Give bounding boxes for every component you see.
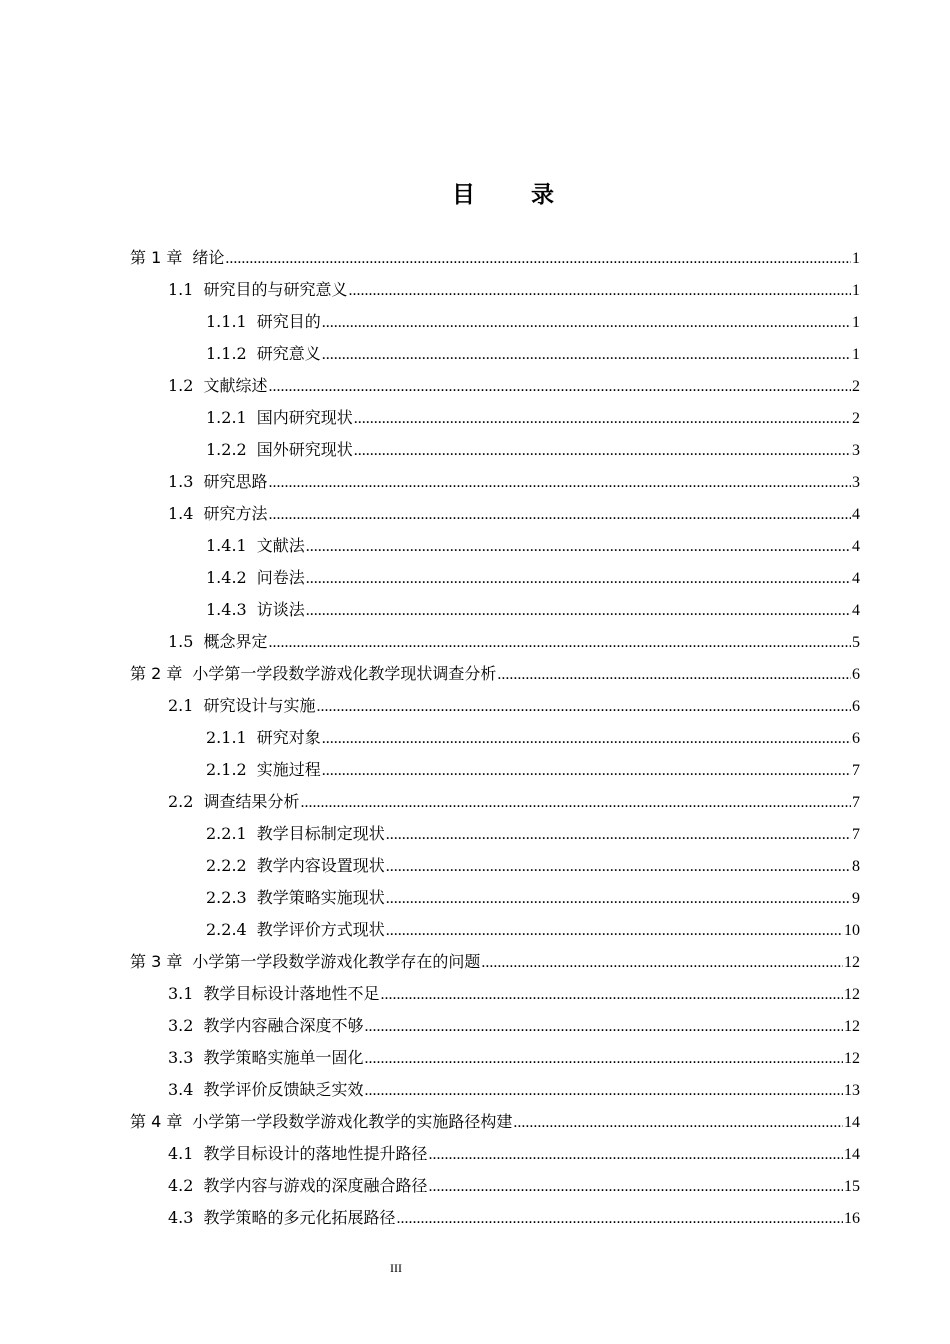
toc-entry-page: 12	[844, 1050, 860, 1067]
toc-section-entry[interactable]	[130, 274, 860, 306]
dot-leader	[364, 1043, 843, 1075]
toc-entry-page: 7	[852, 826, 860, 843]
toc-entry-number: 4.3	[168, 1208, 194, 1227]
toc-entry-page: 4	[852, 602, 860, 619]
toc-entry-number: 第 2 章	[130, 664, 183, 683]
dot-leader	[322, 339, 851, 371]
toc-entry-number: 第 1 章	[130, 248, 183, 267]
toc-entry-page: 1	[852, 250, 860, 267]
toc-entry-number: 第 3 章	[130, 952, 183, 971]
toc-entry-title: 研究意义	[256, 344, 321, 363]
toc-entry-number: 1.5	[168, 632, 194, 651]
toc-subsection-entry[interactable]	[130, 338, 860, 370]
toc-entry-number: 1.1	[168, 280, 194, 299]
toc-section-entry[interactable]	[130, 498, 860, 530]
toc-entry-title: 小学第一学段数学游戏化教学存在的问题	[192, 952, 481, 971]
toc-entry-number: 2.1.2	[206, 760, 247, 779]
toc-entry-page: 9	[852, 890, 860, 907]
toc-entry-page: 13	[844, 1082, 860, 1099]
toc-entry-title: 教学策略实施单一固化	[203, 1048, 364, 1067]
page-title: 目 录	[451, 182, 578, 208]
toc-entry-number: 2.2.3	[206, 888, 247, 907]
toc-entry-title: 教学评价反馈缺乏实效	[203, 1080, 364, 1099]
toc-entry-page: 3	[852, 474, 860, 491]
dot-leader	[396, 1203, 843, 1235]
toc-entry-number: 2.2.2	[206, 856, 247, 875]
toc-entry-page: 4	[852, 538, 860, 555]
toc-entry-number: 1.4.2	[206, 568, 247, 587]
toc-entry-number: 2.2.4	[206, 920, 247, 939]
toc-entry-number: 2.2.1	[206, 824, 247, 843]
toc-entry-page: 4	[852, 570, 860, 587]
toc-entry-number: 3.4	[168, 1080, 194, 1099]
toc-subsection-entry[interactable]	[130, 306, 860, 338]
dot-leader	[481, 947, 843, 979]
dot-leader	[513, 1107, 843, 1139]
toc-section-entry[interactable]	[130, 1074, 860, 1106]
dot-leader	[364, 1011, 843, 1043]
toc-entry-title: 研究目的与研究意义	[203, 280, 348, 299]
toc-entry-number: 2.1.1	[206, 728, 247, 747]
toc-chapter-entry[interactable]	[130, 658, 860, 690]
toc-entry-title: 访谈法	[256, 600, 305, 619]
toc-entry-title: 教学目标设计落地性不足	[203, 984, 380, 1003]
toc-entry-title: 绪论	[192, 248, 225, 267]
dot-leader	[386, 819, 851, 851]
dot-leader	[322, 755, 851, 787]
toc-entry-number: 3.3	[168, 1048, 194, 1067]
toc-entry-page: 14	[844, 1146, 860, 1163]
toc-subsection-entry[interactable]	[130, 818, 860, 850]
toc-entry-number: 第 4 章	[130, 1112, 183, 1131]
dot-leader	[497, 659, 851, 691]
toc-entry-page: 1	[852, 282, 860, 299]
toc-entry-title: 教学策略的多元化拓展路径	[203, 1208, 396, 1227]
toc-entry-page: 7	[852, 794, 860, 811]
toc-section-entry[interactable]	[130, 1042, 860, 1074]
toc-entry-title: 研究方法	[203, 504, 268, 523]
toc-entry-title: 调查结果分析	[203, 792, 300, 811]
toc-entry-page: 6	[852, 698, 860, 715]
toc-entry-number: 3.2	[168, 1016, 194, 1035]
toc-section-entry[interactable]	[130, 1138, 860, 1170]
toc-entry-title: 文献综述	[203, 376, 268, 395]
toc-entry-number: 1.2	[168, 376, 194, 395]
toc-entry-number: 1.2.2	[206, 440, 247, 459]
toc-entry-title: 小学第一学段数学游戏化教学的实施路径构建	[192, 1112, 513, 1131]
toc-subsection-entry[interactable]	[130, 434, 860, 466]
dot-leader	[268, 467, 851, 499]
toc-entry-title: 研究设计与实施	[203, 696, 316, 715]
toc-subsection-entry[interactable]	[130, 754, 860, 786]
toc-entry-page: 15	[844, 1178, 860, 1195]
toc-entry-title: 教学评价方式现状	[256, 920, 385, 939]
toc-subsection-entry[interactable]	[130, 562, 860, 594]
toc-entry-title: 教学内容融合深度不够	[203, 1016, 364, 1035]
toc-entry-title: 教学策略实施现状	[256, 888, 385, 907]
toc-subsection-entry[interactable]	[130, 722, 860, 754]
toc-entry-title: 教学目标设计的落地性提升路径	[203, 1144, 428, 1163]
toc-section-entry[interactable]	[130, 1170, 860, 1202]
toc-chapter-entry[interactable]	[130, 1106, 860, 1138]
toc-entry-number: 4.2	[168, 1176, 194, 1195]
toc-entry-number: 3.1	[168, 984, 194, 1003]
dot-leader	[386, 851, 851, 883]
toc-subsection-entry[interactable]	[130, 530, 860, 562]
dot-leader	[306, 595, 851, 627]
toc-section-entry[interactable]	[130, 1202, 860, 1234]
toc-section-entry[interactable]	[130, 466, 860, 498]
toc-subsection-entry[interactable]	[130, 850, 860, 882]
toc-entry-page: 12	[844, 986, 860, 1003]
toc-entry-number: 2.2	[168, 792, 194, 811]
dot-leader	[268, 499, 851, 531]
toc-entry-page: 5	[852, 634, 860, 651]
toc-entry-page: 7	[852, 762, 860, 779]
toc-entry-title: 问卷法	[256, 568, 305, 587]
toc-entry-title: 教学内容设置现状	[256, 856, 385, 875]
toc-section-entry[interactable]	[130, 370, 860, 402]
toc-subsection-entry[interactable]	[130, 594, 860, 626]
toc-entry-number: 1.1.2	[206, 344, 247, 363]
toc-entry-title: 实施过程	[256, 760, 321, 779]
toc-entry-number: 1.4.3	[206, 600, 247, 619]
toc-subsection-entry[interactable]	[130, 402, 860, 434]
toc-entry-number: 2.1	[168, 696, 194, 715]
toc-entry-title: 教学目标制定现状	[256, 824, 385, 843]
toc-chapter-entry[interactable]	[130, 946, 860, 978]
toc-entry-title: 国外研究现状	[256, 440, 353, 459]
toc-entry-page: 1	[852, 314, 860, 331]
toc-section-entry[interactable]	[130, 786, 860, 818]
toc-entry-page: 8	[852, 858, 860, 875]
dot-leader	[348, 275, 851, 307]
toc-entry-title: 国内研究现状	[256, 408, 353, 427]
toc-entry-page: 3	[852, 442, 860, 459]
toc-entry-title: 文献法	[256, 536, 305, 555]
toc-section-entry[interactable]	[130, 690, 860, 722]
page-number: III	[390, 1261, 402, 1275]
dot-leader	[268, 627, 851, 659]
toc-entry-title: 研究思路	[203, 472, 268, 491]
dot-leader	[380, 979, 843, 1011]
dot-leader	[300, 787, 851, 819]
toc-entry-number: 1.3	[168, 472, 194, 491]
toc-entry-number: 1.2.1	[206, 408, 247, 427]
toc-subsection-entry[interactable]	[130, 914, 860, 946]
toc-entry-number: 1.4.1	[206, 536, 247, 555]
dot-leader	[354, 403, 851, 435]
toc-entry-title: 概念界定	[203, 632, 268, 651]
dot-leader	[428, 1171, 843, 1203]
toc-entry-number: 4.1	[168, 1144, 194, 1163]
toc-entry-page: 4	[852, 506, 860, 523]
toc-entry-page: 6	[852, 730, 860, 747]
dot-leader	[354, 435, 851, 467]
toc-entry-page: 16	[844, 1210, 860, 1227]
toc-entry-page: 1	[852, 346, 860, 363]
toc-entry-title: 研究目的	[256, 312, 321, 331]
dot-leader	[364, 1075, 843, 1107]
dot-leader	[428, 1139, 843, 1171]
toc-entry-page: 10	[844, 922, 860, 939]
dot-leader	[386, 883, 851, 915]
dot-leader	[225, 243, 851, 275]
dot-leader	[268, 371, 851, 403]
toc-entry-page: 12	[844, 954, 860, 971]
dot-leader	[316, 691, 851, 723]
dot-leader	[386, 915, 843, 947]
dot-leader	[306, 563, 851, 595]
toc-section-entry[interactable]	[130, 978, 860, 1010]
toc-entry-number: 1.1.1	[206, 312, 247, 331]
dot-leader	[306, 531, 851, 563]
toc-section-entry[interactable]	[130, 626, 860, 658]
toc-entry-title: 教学内容与游戏的深度融合路径	[203, 1176, 428, 1195]
toc-chapter-entry[interactable]	[130, 242, 860, 274]
dot-leader	[322, 723, 851, 755]
toc-section-entry[interactable]	[130, 1010, 860, 1042]
toc-entry-title: 小学第一学段数学游戏化教学现状调查分析	[192, 664, 497, 683]
toc-entry-number: 1.4	[168, 504, 194, 523]
toc-entry-page: 2	[852, 378, 860, 395]
toc-entry-page: 2	[852, 410, 860, 427]
toc-entry-title: 研究对象	[256, 728, 321, 747]
table-of-contents	[130, 242, 860, 1234]
toc-entry-page: 14	[844, 1114, 860, 1131]
toc-entry-page: 12	[844, 1018, 860, 1035]
toc-entry-page: 6	[852, 666, 860, 683]
dot-leader	[322, 307, 851, 339]
toc-subsection-entry[interactable]	[130, 882, 860, 914]
